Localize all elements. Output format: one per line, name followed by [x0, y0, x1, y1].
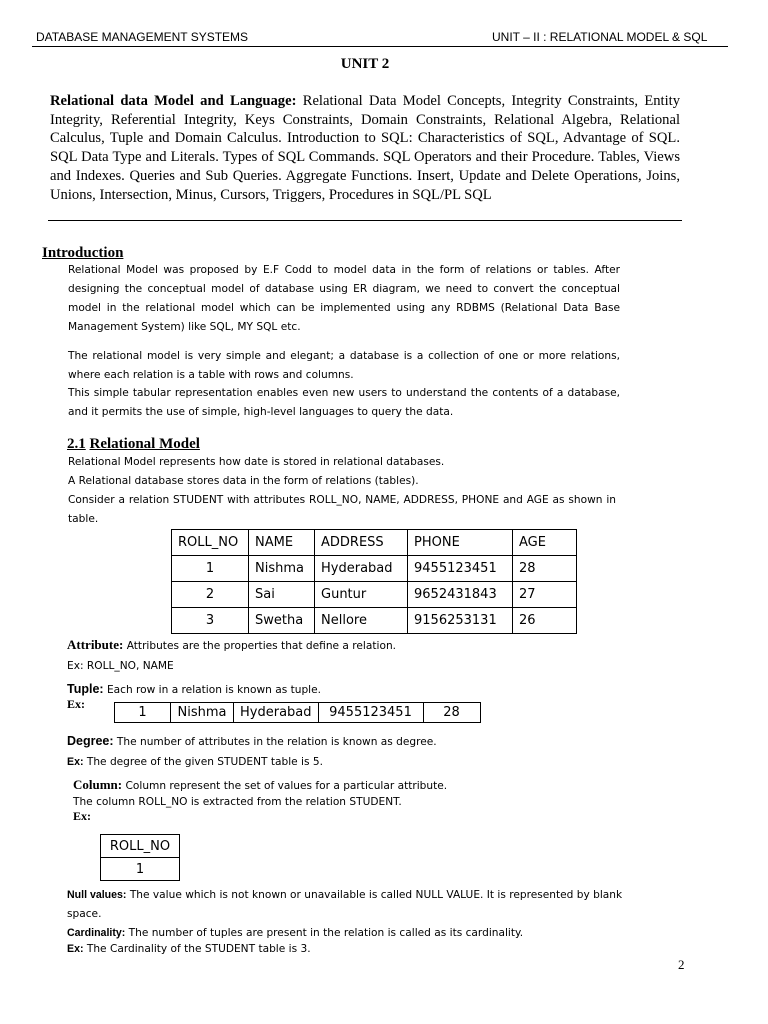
cardinality-ex-text: The Cardinality of the STUDENT table is 3. [83, 943, 311, 955]
table-cell: Sai [249, 582, 315, 608]
column-text: Column represent the set of values for a particular attribute. [122, 780, 448, 792]
table-cell: Guntur [315, 582, 408, 608]
section-title: Relational Model [89, 436, 200, 452]
table-cell: 9156253131 [408, 608, 513, 634]
table-row [115, 703, 481, 723]
tuple-label: Tuple: [67, 682, 104, 696]
cardinality-example [67, 940, 311, 959]
degree-definition [67, 732, 437, 752]
introduction-paragraph-3: This simple tabular representation enables even new users to understand the contents of a database, and it permits the use of simple, high-level languages to query the data. [68, 387, 620, 418]
page-number: 2 [678, 957, 685, 972]
table-cell: 1 [172, 556, 249, 582]
roll-no-column-table [100, 834, 180, 881]
syllabus-rule [48, 220, 682, 221]
table-cell: 27 [513, 582, 577, 608]
table-cell: 26 [513, 608, 577, 634]
tuple-text: Each row in a relation is known as tuple. [103, 684, 321, 696]
student-table-header-cell: NAME [249, 530, 315, 556]
table-cell: Nishma [249, 556, 315, 582]
attribute-label: Attribute: [67, 637, 124, 652]
table-cell: 28 [513, 556, 577, 582]
table-cell: Hyderabad [234, 703, 319, 723]
table-cell: 2 [172, 582, 249, 608]
column-ex-label: Ex: [73, 809, 91, 823]
attribute-text: Attributes are the properties that define a relation. [123, 640, 397, 652]
running-header-right: UNIT – II : RELATIONAL MODEL & SQL [492, 30, 708, 44]
attribute-example: Ex: ROLL_NO, NAME [67, 660, 174, 672]
tuple-definition [67, 680, 321, 700]
syllabus-text: Relational Data Model Concepts, Integrity Constraints, Entity Integrity, Referential Integrity, Keys Constraints, Domain Constraints, Relational Algebra, Relational Calculus, Tuple and Domain Calculus. Introduction to SQL: Characteristics of SQL, Advantage of SQL. SQL Data Type and Literals. Types of SQL Commands. SQL Operators and their Procedure. Tables, Views and Indexes. Queries and Sub Queries. Aggregate Functions. Insert, Update and Delete Operations, Joins, Unions, Intersection, Minus, Cursors, Triggers, Procedures in SQL/PL SQL [50, 93, 681, 203]
section-number: 2.1 [67, 436, 86, 452]
table-cell: 28 [423, 703, 480, 723]
table-cell: 9652431843 [408, 582, 513, 608]
column-definition [73, 777, 447, 794]
student-table-header-cell: PHONE [408, 530, 513, 556]
student-table-header-cell: ROLL_NO [172, 530, 249, 556]
degree-ex-text: The degree of the given STUDENT table is 5. [83, 756, 323, 768]
degree-example [67, 753, 323, 772]
table-row [101, 858, 180, 881]
degree-label: Degree: [67, 734, 114, 748]
student-table [171, 529, 577, 634]
student-table-header-cell: AGE [513, 530, 577, 556]
table-cell: Nellore [315, 608, 408, 634]
introduction-paragraph-1: Relational Model was proposed by E.F Codd to model data in the form of relations or tables. After designing the conceptual model of database using ER diagram, we need to convert the conceptual model in the relational model which can be implemented using any RDBMS (Relational Data Base Management System) like SQL, MY SQL etc. [68, 264, 620, 333]
unit-title: UNIT 2 [340, 56, 390, 72]
degree-text: The number of attributes in the relation is known as degree. [113, 736, 437, 748]
table-header-cell: ROLL_NO [101, 835, 180, 858]
tuple-ex-label: Ex: [67, 697, 85, 711]
null-values-definition [67, 886, 627, 924]
header-rule [32, 46, 728, 47]
introduction-heading: Introduction [42, 245, 124, 261]
table-row [172, 556, 577, 582]
table-cell: 9455123451 [318, 703, 423, 723]
running-header-left: DATABASE MANAGEMENT SYSTEMS [36, 30, 249, 44]
table-cell: 1 [115, 703, 171, 723]
null-values-label: Null values: [67, 889, 127, 901]
cardinality-label: Cardinality: [67, 927, 126, 939]
column-line-2: The column ROLL_NO is extracted from the relation STUDENT. [73, 796, 402, 808]
table-row [172, 582, 577, 608]
table-cell: 1 [101, 858, 180, 881]
table-row [172, 608, 577, 634]
syllabus-lead: Relational data Model and Language: [50, 93, 297, 109]
tuple-table [114, 702, 481, 723]
cardinality-ex-label: Ex: [67, 943, 84, 955]
column-label: Column: [73, 777, 123, 792]
table-cell: 9455123451 [408, 556, 513, 582]
section-line-2: A Relational database stores data in the form of relations (tables). [68, 475, 419, 487]
student-table-header-cell: ADDRESS [315, 530, 408, 556]
section-line-1: Relational Model represents how date is stored in relational databases. [68, 456, 445, 468]
table-cell: Hyderabad [315, 556, 408, 582]
cardinality-text: The number of tuples are present in the relation is called as its cardinality. [125, 927, 524, 939]
section-heading [67, 436, 200, 453]
table-cell: Swetha [249, 608, 315, 634]
table-row [101, 835, 180, 858]
null-values-text: The value which is not known or unavailable is called NULL VALUE. It is represented by blank space. [67, 889, 623, 920]
attribute-definition [67, 635, 396, 656]
degree-ex-label: Ex: [67, 756, 84, 768]
table-cell: Nishma [171, 703, 234, 723]
student-table-header-row [172, 530, 577, 556]
introduction-paragraph-2: The relational model is very simple and elegant; a database is a collection of one or more relations, where each relation is a table with rows and columns. [68, 350, 620, 381]
table-cell: 3 [172, 608, 249, 634]
section-line-3: Consider a relation STUDENT with attributes ROLL_NO, NAME, ADDRESS, PHONE and AGE as shown in table. [68, 494, 616, 525]
syllabus-paragraph [50, 92, 680, 204]
